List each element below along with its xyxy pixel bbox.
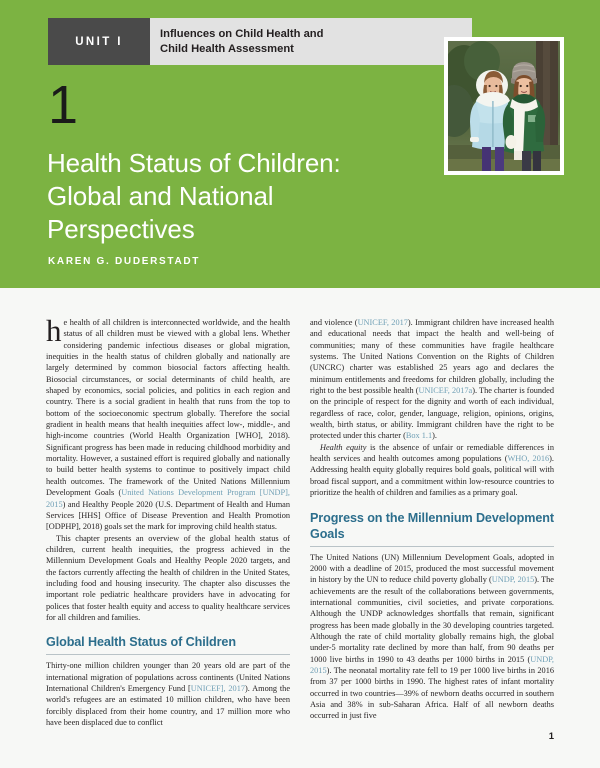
citation-undp-2015-right-1[interactable]: UNDP, 2015 [491, 575, 535, 585]
chapter-title [47, 147, 397, 246]
unit-strip [48, 18, 472, 65]
chapter-title-line-3: Perspectives [47, 214, 195, 244]
unit-number-block [48, 18, 150, 65]
paragraph-mdg-progress [310, 552, 554, 722]
chapter-photo-frame [444, 37, 564, 175]
paragraph-immigrant-text-a: and violence ( [310, 318, 358, 327]
citation-undp-2015-right-2[interactable]: UNDP, 2015 [310, 654, 554, 675]
right-column [310, 317, 554, 742]
unit-label: UNIT I [75, 35, 123, 48]
unit-title-line-1: Influences on Child Health and [160, 27, 324, 40]
unit-title-strip [150, 18, 472, 65]
paragraph-immigrant-children [310, 317, 554, 442]
chapter-title-line-1: Health Status of Children: [47, 148, 341, 178]
paragraph-mdg-text-a: The United Nations (UN) Millennium Development Goals, adopted in 2000 with a deadline of 2015, produced the most successful movement in history by the UN to reduce child poverty globally ( [310, 552, 554, 585]
page-number: 1 [548, 731, 554, 742]
paragraph-intro-text-a: he health of all children is interconnected worldwide, and the health status of all children must be viewed with a global lens. Whether considering pandemic infectious diseases or global migration, inequities in the health status of children globally and nationally are largely determined by common biosocial factors affecting health. Biosocial circumstances, or social determinants of child health, are shaped by economics, social policies, and politics in each region and country. There is a social gradient in health that runs from the top to bottom of the socioeconomic spectrum globally. Therefore the social gradient in health means that health inequities affect low-, middle-, and high-income countries (World Health Organization [WHO], 2018). Significant progress has been made in reducing childhood morbidity and mortality. However, a sustained effort is required globally and nationally to build better health systems to continue to positively impact child health outcomes. The framework of the United Nations Millennium Development Goals ( [46, 317, 290, 498]
left-column [46, 317, 290, 742]
citation-undp-2015[interactable]: United Nations Development Program [UNDP], 2015 [46, 488, 290, 509]
citation-unicef-2017a[interactable]: UNICEF, 2017a [418, 386, 473, 396]
paragraph-immigrant-text-b: ). Immigrant children have increased health and educational needs that impact the health and well-being of communities; many of these communities have fragile healthcare systems. The United Nations Convention on the Rights of Children (UNCRC) charter was established 25 years ago and declares the minimum entitlements and freedoms for children globally, including the right to the best possible health ( [310, 318, 554, 396]
crossref-box-1-1[interactable]: Box 1.1 [405, 431, 433, 441]
section-heading-millennium-development-goals: Progress on the Millennium Development Goals [310, 510, 554, 541]
paragraph-mdg-text-c: ). The neonatal mortality rate fell to 19 per 1000 live births in 2016 from 37 per 1000 births in 1990. The highest rates of infant mortality occurred in two countries—39% of newborn deaths occurred in southern Asia and 38% in sub-Saharan Africa. Half of all newborn deaths occurred in just five [310, 665, 554, 721]
paragraph-chapter-overview: This chapter presents an overview of the global health status of children, current health inequities, the progress achieved in the Millennium Development Goals and Healthy People 2020 targets, and the factors currently affecting the health of children in the United States, including food and housing insecurity. The chapter also discusses the important role pediatric healthcare providers have in advocating for polices that foster health equity and access to quality healthcare services for all children and families. [46, 533, 290, 622]
paragraph-mdg-text-b: ). The achievements are the result of the collaborations between governments, international communities, civil societies, and private corporations. Although the UNDP acknowledges shortfalls that remain, significant progress has been made globally in the 30 developing countries targeted. Although the rate of child mortality globally remains high, the global under-5 mortality rate declined by more than half, from 90 deaths per 1000 live births in 1990 to 43 deaths per 1000 births in 2015 ( [310, 575, 554, 664]
section-rule-right [310, 546, 554, 547]
paragraph-migration-text-a: Thirty-one million children younger than 20 years old are part of the international migration of populations across continents (United Nations International Children's Emergency Fund [ [46, 661, 290, 693]
unit-title-line-2: Child Health Assessment [160, 42, 294, 55]
paragraph-migration [46, 660, 290, 728]
section-rule [46, 654, 290, 655]
chapter-opener-banner [0, 0, 600, 288]
section-heading-global-health-status: Global Health Status of Children [46, 635, 236, 650]
page-body [0, 288, 600, 768]
chapter-title-line-2: Global and National [47, 181, 274, 211]
paragraph-health-equity-text-b: ). Addressing health equity globally requires bold goals, political will with broad fiscal support, and a commitment within low-resource countries to prioritize the health of children and families as a primary goal. [310, 454, 554, 498]
paragraph-immigrant-text-c: ). The charter is founded on the principle of respect for the dignity and worth of each individual, regardless of race, color, gender, language, religion, opinions, origins, wealth, birth status, or ability. Immigrant children have the right to be protected under this charter ( [310, 386, 554, 441]
term-health-equity: Health equity [320, 442, 367, 452]
chapter-number: 1 [48, 75, 79, 135]
paragraph-health-equity [310, 442, 554, 499]
paragraph-intro [46, 317, 290, 533]
citation-unicef-2017[interactable]: UNICEF], 2017 [190, 683, 245, 693]
paragraph-health-equity-text-a: is the absence of unfair or remediable differences in health services and health outcomes among populations ( [310, 442, 554, 464]
citation-unicef-2017-right[interactable]: UNICEF, 2017 [357, 318, 408, 327]
chapter-photo [448, 41, 560, 171]
paragraph-immigrant-text-d: ). [432, 431, 437, 441]
text-columns [46, 317, 554, 742]
chapter-author: KAREN G. DUDERSTADT [48, 256, 201, 267]
paragraph-intro-text-b: ) and Healthy People 2020 (U.S. Department of Health and Human Services [HHS] Office of Disease Prevention and Health Promotion [ODPHP], 2018) goals set the mark for improving child health status. [46, 499, 290, 532]
paragraph-migration-text-b: ). Among the world's refugees are an estimated 10 million children, who have been forcibly displaced from their home country, and 17 million more who have been displaced due to conflict [46, 683, 290, 727]
citation-who-2016[interactable]: WHO, 2016 [507, 454, 550, 464]
